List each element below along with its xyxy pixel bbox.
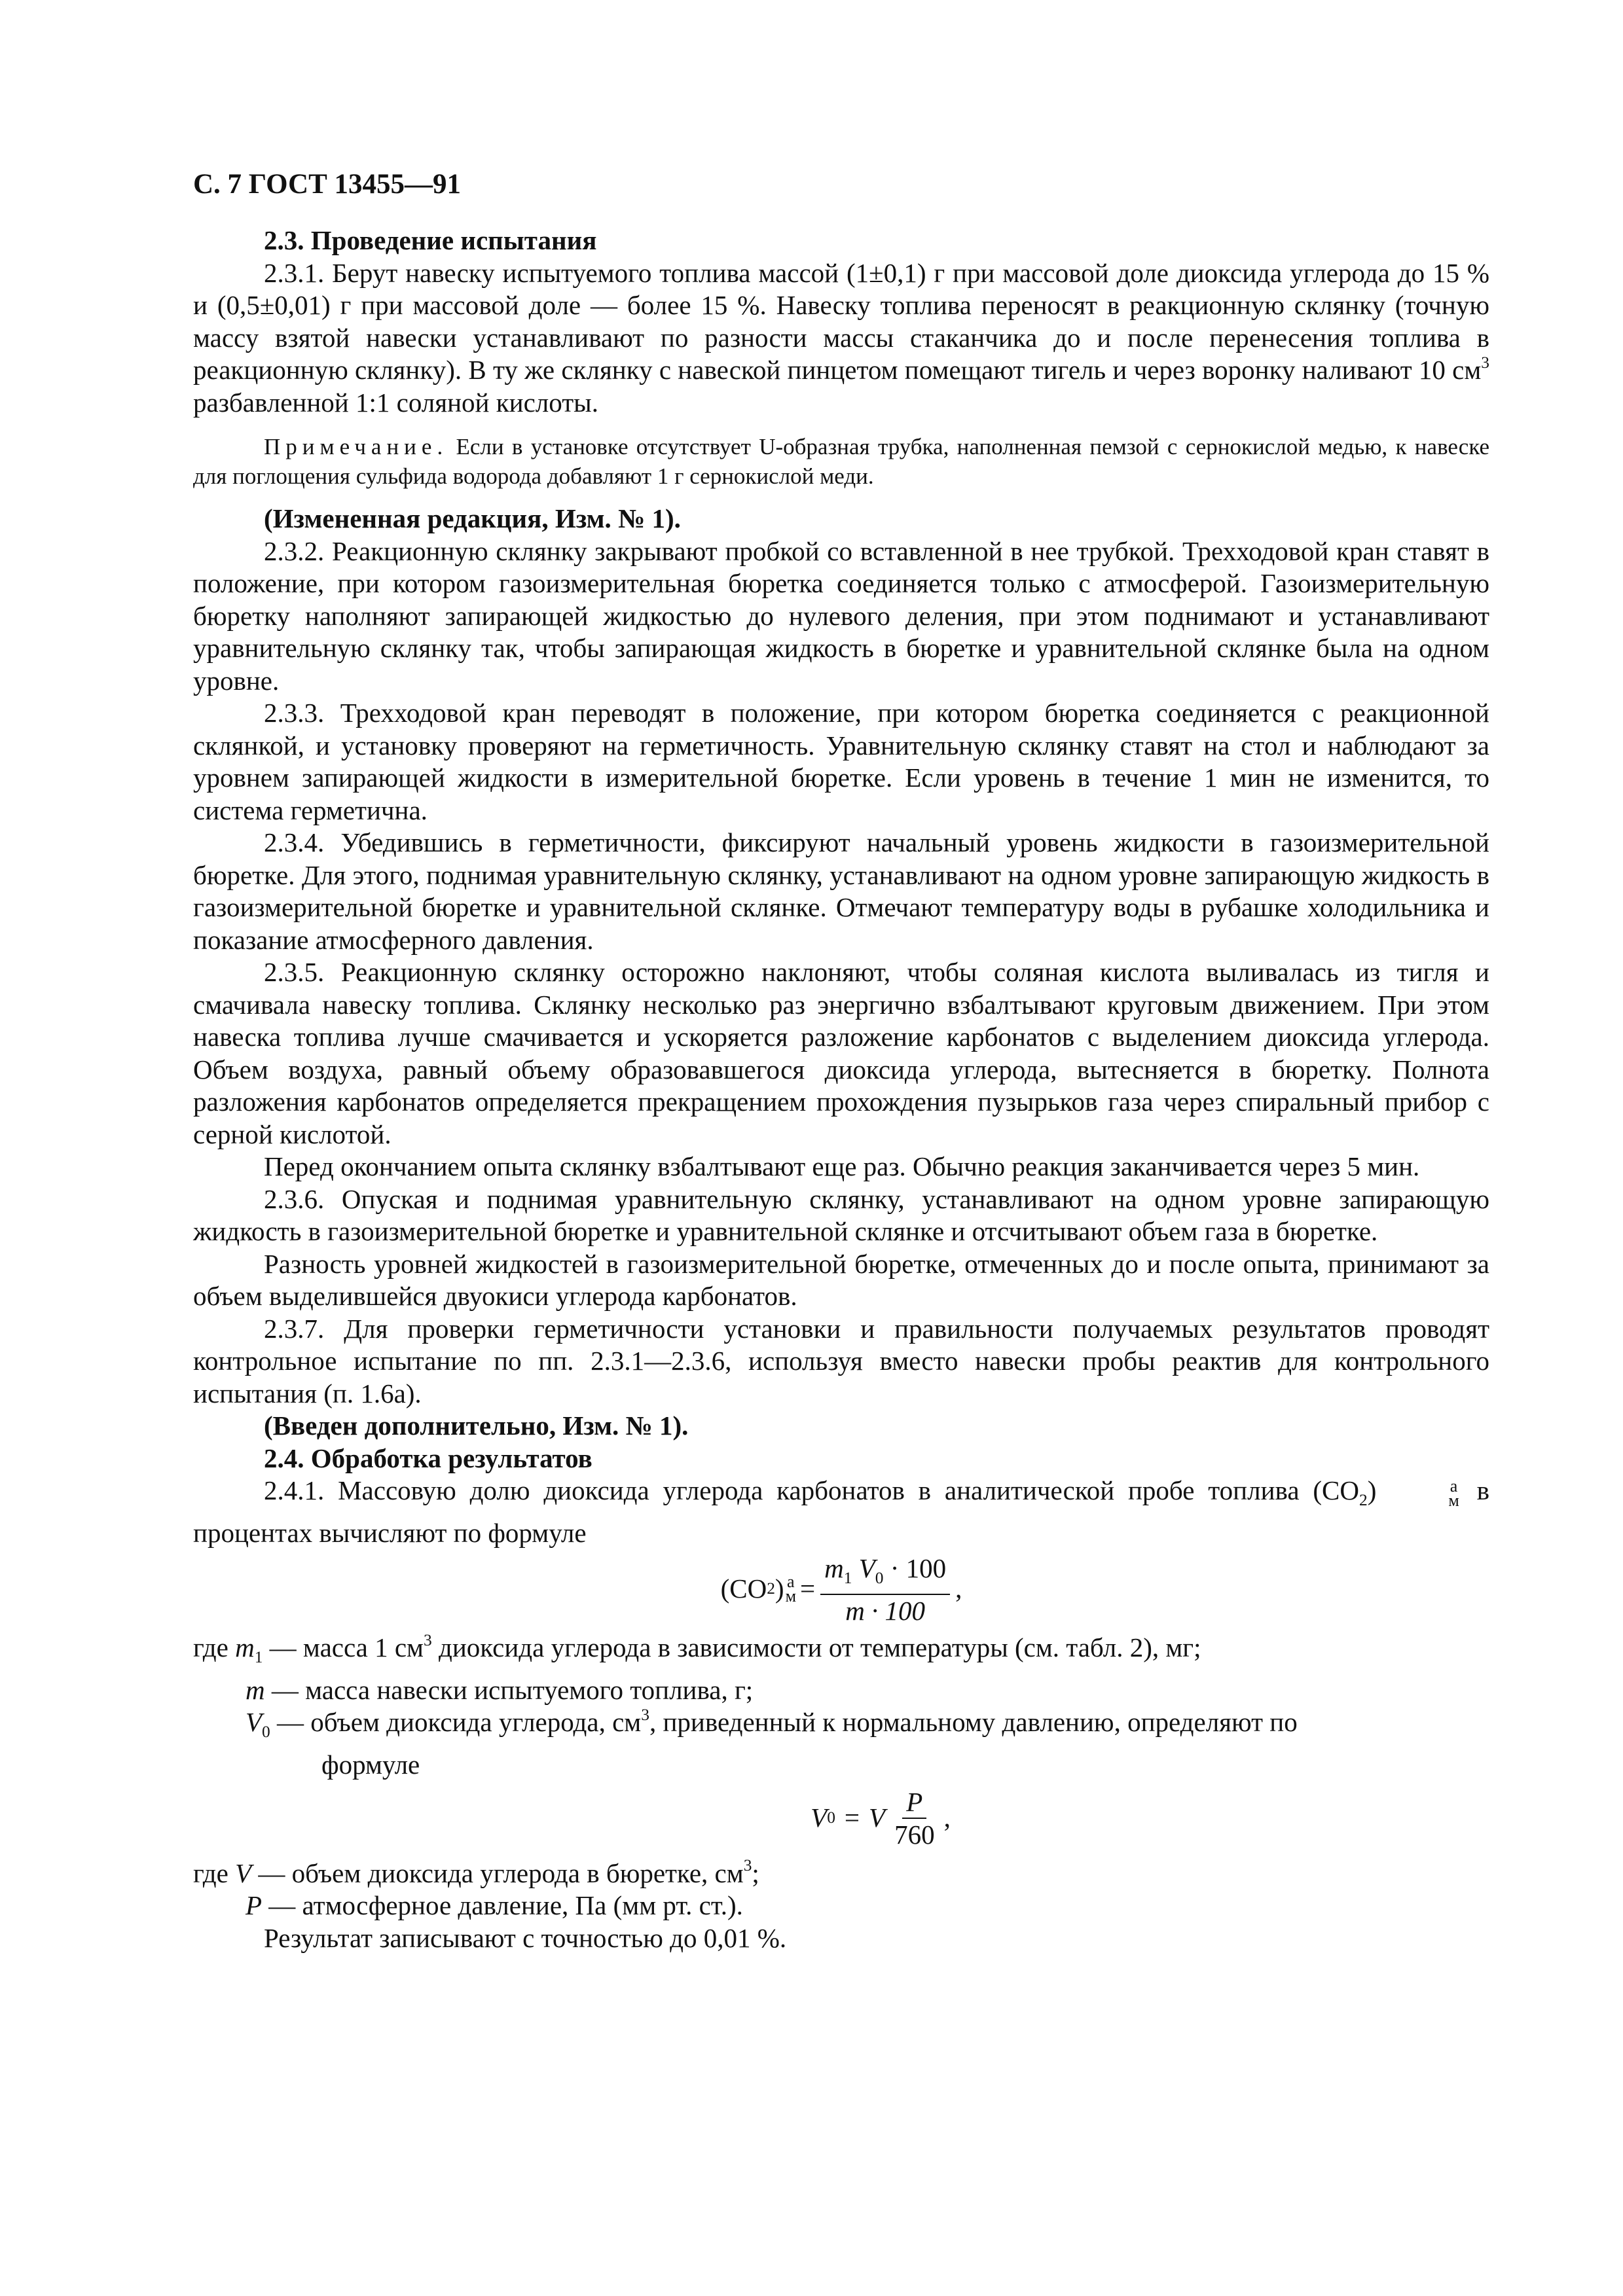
paragraph-2-3-3: 2.3.3. Трехходовой кран переводят в положение, при котором бюретка соединяется с реакционной склянкой, и установку проверяют на герметичность. Уравнительную склянку ставят на стол и наблюдают за уровнем запирающей жидкости в измерительной бюретке. Если уровень в течение 1 мин не изменится, то система герметична. [193, 698, 1489, 825]
paragraph-2-4-1: 2.4.1. Массовую долю диоксида углерода карбонатов в аналитической пробе топлива $(CO_2)$ а м в процентах вычисляют по формуле [193, 1475, 1489, 1548]
amendment-note-2: (Введен дополнительно, Изм. № 1). [264, 1410, 689, 1441]
variable-definitions [193, 1632, 1489, 1781]
definition-m1: где $m_1$ — масса 1 $см^3$ диоксида углерода в зависимости от температуры (см. табл. 2), мг; [193, 1631, 1201, 1667]
note-label: Примечание. [264, 434, 448, 459]
formula-v0: V 0 = V $\frac{P}{760}$ , [811, 1786, 951, 1850]
formula-fraction-2: $\frac{P}{760}$ [894, 1786, 935, 1850]
note-text: Если в установке отсутствует U-образная трубка, наполненная пемзой с сернокислой медью, к навеске для поглощения сульфида водорода добавляют 1 г сернокислой меди. [193, 434, 1489, 489]
paragraph-2-3-5: 2.3.5. Реакционную склянку осторожно наклоняют, чтобы соляная кислота выливалась из тигля и смачивала навеску топлива. Склянку несколько раз энергично взбалтывают круговым движением. При этом навеска топлива лучше смачивается и ускоряется разложение карбонатов с выделением диоксида углерода. Объем воздуха, равный объему образовавшегося диоксида углерода, вытесняется в бюретку. Полнота разложения карбонатов определяется прекращением прохождения пузырьков газа через спиральный прибор с серной кислотой. [193, 957, 1489, 1149]
paragraph-2-3-4: 2.3.4. Убедившись в герметичности, фиксируют начальный уровень жидкости в газоизмерительной бюретке. Для этого, поднимая уравнительную склянку, устанавливают на одном уровне запирающую жидкость в газоизмерительной бюретке и уравнительной склянке. Отмечают температуру воды в рубашке холодильника и показание атмосферного давления. [193, 827, 1489, 955]
result-precision: Результат записывают с точностью до 0,01 %. [264, 1922, 787, 1953]
amendment-note-1: (Измененная редакция, Изм. № 1). [264, 503, 681, 533]
formula-co2: (CO 2 ) а м = $\frac{m_1 V_0 \cdot 100}{m \cdot 100}$ , [720, 1552, 962, 1626]
definition-v0: $V_0$ — объем диоксида углерода, $см^3$, приведенный к нормальному давлению, определяют по [246, 1706, 1298, 1742]
definition-m: m — масса навески испытуемого топлива, г; [246, 1674, 754, 1705]
page-content [193, 166, 1489, 1954]
paragraph-2-3-6-cont: Разность уровней жидкостей в газоизмерительной бюретке, отмеченных до и после опыта, принимают за объем выделившейся двуокиси углерода карбонатов. [193, 1248, 1489, 1311]
paragraph-2-3-7: 2.3.7. Для проверки герметичности установки и правильности получаемых результатов проводят контрольное испытание по пп. 2.3.1—2.3.6, используя вместо навески пробы реактив для контрольного испытания (п. 1.6а). [193, 1313, 1489, 1408]
variable-definitions-2 [193, 1857, 1489, 1955]
paragraph-2-3-6: 2.3.6. Опуская и поднимая уравнительную склянку, устанавливают на одном уровне запирающую жидкость в газоизмерительной бюретке и уравнительной склянке и отсчитывают объем газа в бюретке. [193, 1183, 1489, 1246]
definition-v0-cont: формуле [321, 1749, 420, 1780]
definition-v: где V — объем диоксида углерода в бюретке, $см^3$; [193, 1856, 759, 1888]
section-2-3-title: 2.3. Проведение испытания [264, 225, 597, 255]
paragraph-2-3-1: 2.3.1. Берут навеску испытуемого топлива массой (1±0,1) г при массовой доле диоксида углерода до 15 % и (0,5±0,01) г при массовой доле — более 15 %. Навеску топлива переносят в реакционную склянку (точную массу взятой навески устанавливают по разности массы стаканчика до и после перенесения топлива в реакционную склянку). В ту же склянку с навеской пинцетом помещают тигель и через воронку наливают 10 $см^3$ разбавленной 1:1 соляной кислоты. [193, 257, 1489, 418]
note-paragraph [193, 432, 1489, 491]
page-header: С. 7 ГОСТ 13455—91 [193, 169, 462, 200]
superscript-subscript: а м [1448, 1476, 1459, 1510]
paragraph-2-3-5-cont: Перед окончанием опыта склянку взбалтывают еще раз. Обычно реакция заканчивается через 5 мин. [264, 1151, 1420, 1181]
paragraph-2-3-2: 2.3.2. Реакционную склянку закрывают пробкой со вставленной в нее трубкой. Трехходовой кран ставят в положение, при котором газоизмерительная бюретка соединяется только с атмосферой. Газоизмерительную бюретку наполняют запирающей жидкостью до нулевого деления, при этом поднимают и устанавливают уравнительную склянку так, чтобы запирающая жидкость в бюретке и уравнительной склянке была на одном уровне. [193, 535, 1489, 696]
formula-fraction: $\frac{m_1 V_0 \cdot 100}{m \cdot 100}$ [820, 1554, 950, 1625]
section-2-4-title: 2.4. Обработка результатов [264, 1443, 593, 1473]
definition-p: P — атмосферное давление, Па (мм рт. ст.). [246, 1890, 743, 1921]
